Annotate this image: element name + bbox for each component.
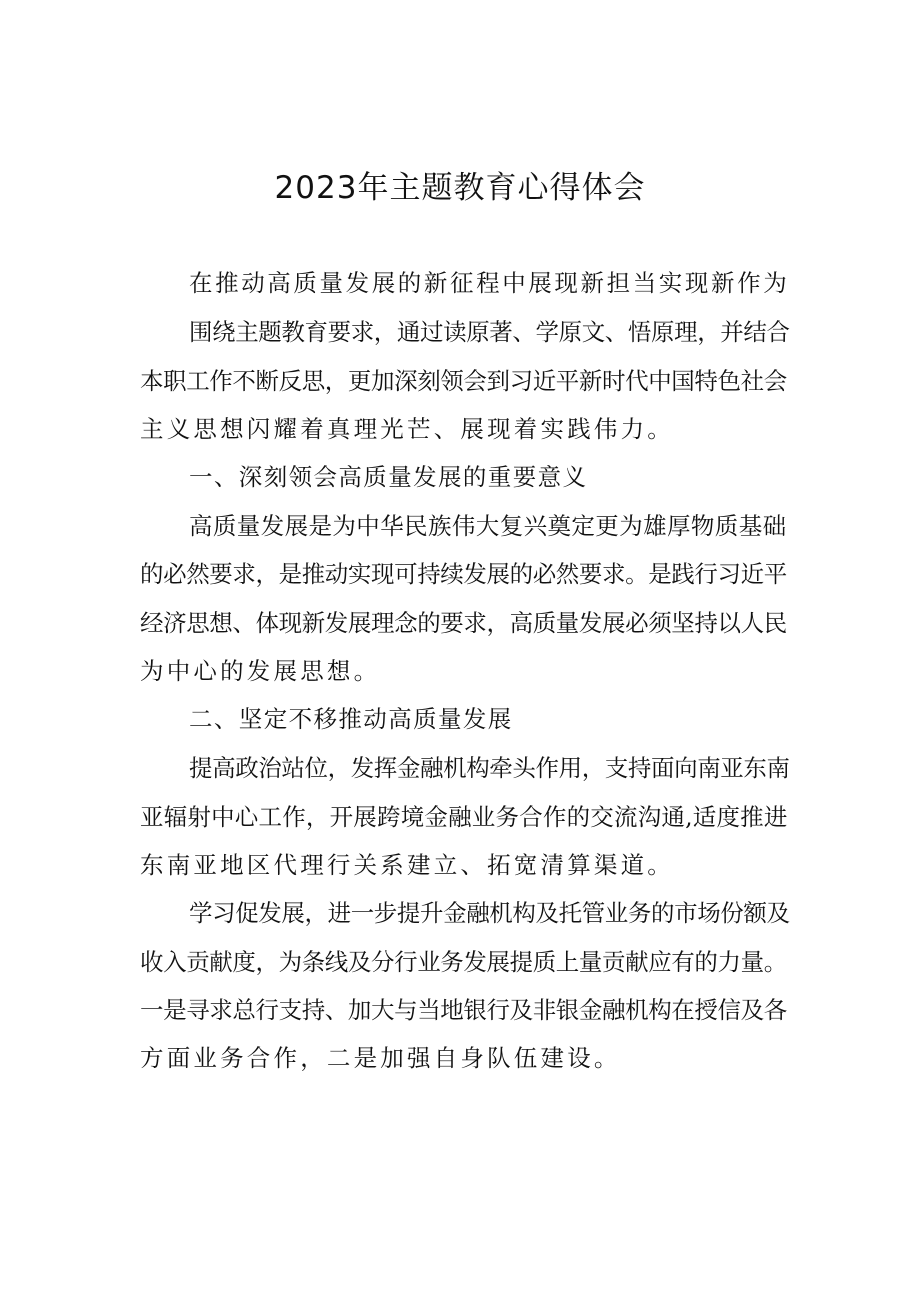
section-2-para-1-line-1: 提高政治站位，发挥金融机构牵头作用，支持面向南亚东南 (189, 754, 790, 782)
section-1-line-2: 的必然要求，是推动实现可持续发展的必然要求。是践行习近平 (140, 560, 787, 588)
section-2-heading: 二、坚定不移推动高质量发展 (189, 705, 513, 733)
intro-line-1: 围绕主题教育要求，通过读原著、学原文、悟原理，并结合 (189, 318, 790, 346)
section-1-line-4: 为中心的发展思想。 (140, 657, 381, 685)
section-2-para-2-line-1: 学习促发展，进一步提升金融机构及托管业务的市场份额及 (189, 899, 790, 927)
section-1-line-3: 经济思想、体现新发展理念的要求，高质量发展必须坚持以人民 (140, 609, 787, 637)
intro-line-2: 本职工作不断反思，更加深刻领会到习近平新时代中国特色社会 (140, 367, 787, 395)
section-1-line-1: 高质量发展是为中华民族伟大复兴奠定更为雄厚物质基础 (189, 512, 787, 540)
section-2-para-1-line-3: 东南亚地区代理行关系建立、拓宽清算渠道。 (140, 851, 674, 879)
section-2-para-2-line-4: 方面业务合作，二是加强自身队伍建设。 (140, 1044, 621, 1072)
intro-line-3: 主义思想闪耀着真理光芒、展现着实践伟力。 (140, 415, 674, 443)
section-2-para-2-line-3: 一是寻求总行支持、加大与当地银行及非银金融机构在授信及各 (140, 996, 787, 1024)
section-1-heading: 一、深刻领会高质量发展的重要意义 (189, 463, 588, 491)
document-subtitle: 在推动高质量发展的新征程中展现新担当实现新作为 (189, 269, 790, 297)
section-2-para-1-line-2: 亚辐射中心工作，开展跨境金融业务合作的交流沟通,适度推进 (140, 803, 788, 831)
document-title: 2023年主题教育心得体会 (274, 170, 646, 206)
section-2-para-2-line-2: 收入贡献度，为条线及分行业务发展提质上量贡献应有的力量。 (140, 948, 787, 976)
